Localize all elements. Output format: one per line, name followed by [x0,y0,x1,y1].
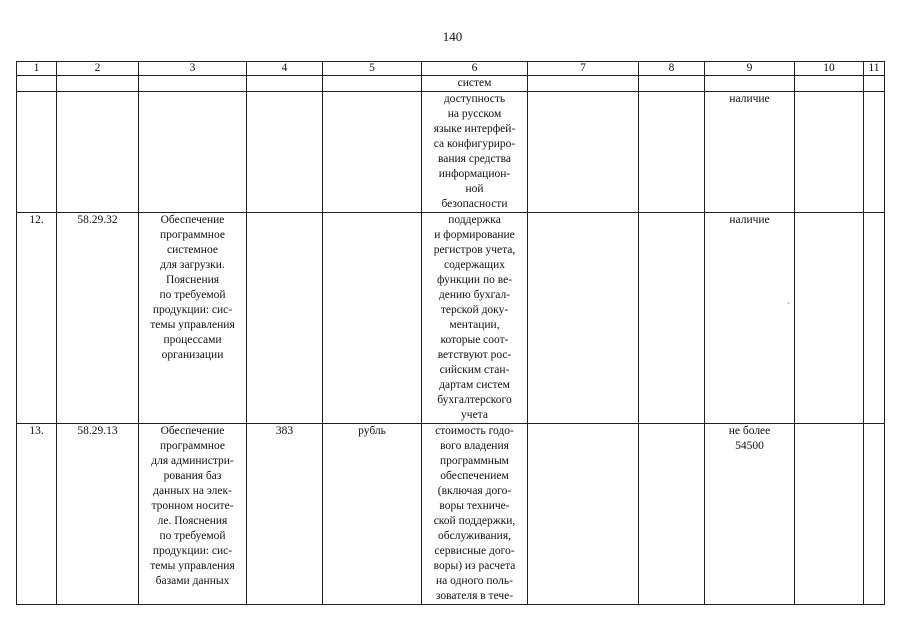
table-cell [247,92,323,213]
unit-name: рубль [358,425,386,437]
table-header-row [17,62,885,76]
table-cell [795,76,864,92]
column-header-1: 1 [17,62,57,76]
table-cell [139,424,247,605]
table-cell [57,424,139,605]
table-cell [528,92,639,213]
table-cell [705,424,795,605]
table-cell [528,424,639,605]
table-cell [639,76,705,92]
table-row-continuation [17,76,885,92]
column-header-6: 6 [422,62,528,76]
column-header-10: 10 [795,62,864,76]
requirements-table [16,61,885,605]
table-cell [57,92,139,213]
table-row [17,92,885,213]
characteristic-text: систем [457,77,492,89]
table-cell [323,213,422,424]
table-cell [247,213,323,424]
page-number: 140 [442,29,463,44]
table-cell [247,76,323,92]
row-number: 12. [29,214,44,226]
column-header-8: 8 [639,62,705,76]
table-cell [422,213,528,424]
table-cell [17,92,57,213]
table-cell [528,76,639,92]
table-cell [17,213,57,424]
column-header-2: 2 [57,62,139,76]
table-row [17,213,885,424]
column-header-3: 3 [139,62,247,76]
table-cell [705,76,795,92]
table-cell [639,213,705,424]
table-cell [705,92,795,213]
table-cell [17,424,57,605]
characteristic-text: поддержка и формирование регистров учета, содержащих функции по ве- дению бухгал- терской доку- ментации, которые соот- ветствуют рос- сийским стан- дартам систем бухгалтерского учета [433,214,516,421]
characteristic-text: стоимость годо- вого владения программным обеспечением (включая дого- воры техниче- ской поддержки, обслуживания, сервисные дого- воры) из расчета на одного поль- зователя в тече- [433,425,516,602]
table-cell [422,424,528,605]
table-cell [139,76,247,92]
characteristic-value: наличие [729,93,770,105]
table-cell [864,424,885,605]
column-header-9: 9 [705,62,795,76]
table-cell [323,92,422,213]
table-cell [17,76,57,92]
okpd-code: 58.29.13 [77,425,118,437]
table-cell [864,76,885,92]
table-cell [795,213,864,424]
characteristic-value: не более 54500 [728,425,771,452]
table-cell [139,92,247,213]
column-header-7: 7 [528,62,639,76]
table-cell [795,424,864,605]
table-cell [639,92,705,213]
okpd-code: 58.29.32 [77,214,118,226]
table-cell [639,424,705,605]
table-cell [705,213,795,424]
table-cell [323,424,422,605]
table-cell [57,76,139,92]
table-cell [247,424,323,605]
table-row [17,424,885,605]
table-cell [57,213,139,424]
column-header-5: 5 [323,62,422,76]
table-cell [528,213,639,424]
stray-mark: ` [787,301,790,311]
table-cell [795,92,864,213]
product-name: Обеспечение программное системное для загрузки. Пояснения по требуемой продукции: сис- темы управления процессами организации [150,214,235,361]
column-header-4: 4 [247,62,323,76]
unit-code: 383 [275,425,294,437]
characteristic-value: наличие [729,214,770,226]
column-header-11: 11 [864,62,885,76]
characteristic-text: доступность на русском языке интерфей- са конфигуриро- вания средства информацион- ной безопасности [433,93,516,210]
table-cell [422,92,528,213]
table-cell [139,213,247,424]
table-cell [864,92,885,213]
table-cell [864,213,885,424]
table-cell [323,76,422,92]
row-number: 13. [29,425,44,437]
product-name: Обеспечение программное для администри- рования баз данных на элек- тронном носите- ле. Пояснения по требуемой продукции: сис- темы управления базами данных [150,425,235,587]
table-cell [422,76,528,92]
